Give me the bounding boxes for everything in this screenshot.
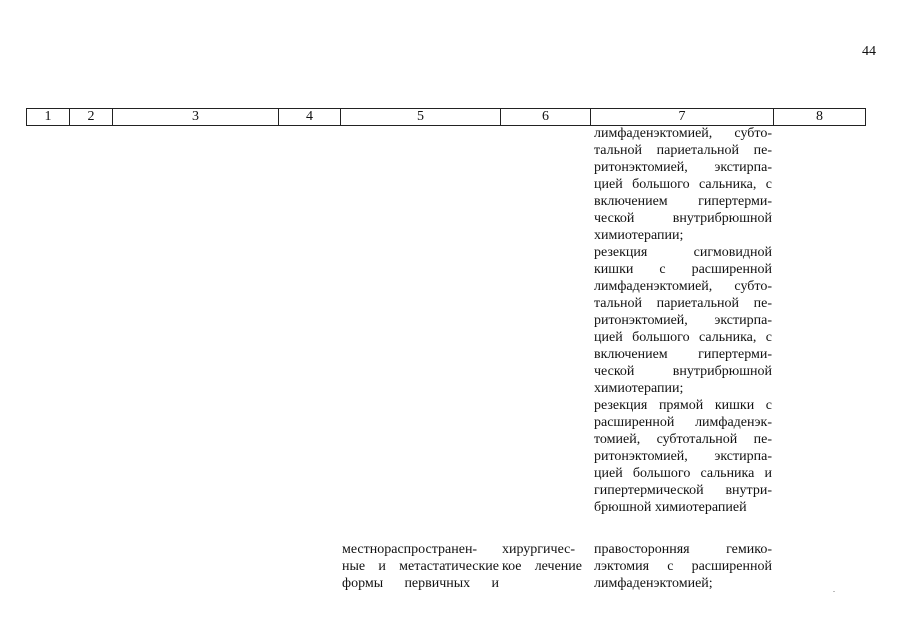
- text-line: цией большого сальника, с: [594, 330, 772, 345]
- text-line: расширенной лимфаденэк-: [594, 415, 772, 430]
- text-line: томией, субтотальной пе-: [594, 432, 772, 447]
- header-cell-7: 7: [591, 109, 774, 126]
- text-line: лимфаденэктомией, субто-: [594, 279, 772, 294]
- text-line: тальной париетальной пе-: [594, 143, 772, 158]
- text-line: ритонэктомией, экстирпа-: [594, 313, 772, 328]
- header-cell-4: 4: [279, 109, 341, 126]
- text-line: лимфаденэктомией;: [594, 576, 713, 591]
- col7-upper-text: [594, 125, 772, 516]
- header-cell-5: 5: [341, 109, 501, 126]
- text-line: ческой внутрибрюшной: [594, 364, 772, 379]
- text-line: лимфаденэктомией, субто-: [594, 126, 772, 141]
- text-line: химиотерапии;: [594, 228, 684, 243]
- column-number-header: [26, 108, 866, 126]
- text-line: брюшной химиотерапией: [594, 500, 747, 515]
- col6-text: [502, 541, 582, 575]
- header-cell-2: 2: [70, 109, 113, 126]
- text-line: цией большого сальника, с: [594, 177, 772, 192]
- text-line: местнораспространен-: [342, 542, 478, 557]
- text-line: ритонэктомией, экстирпа-: [594, 449, 772, 464]
- text-line: формы первичных и: [342, 576, 499, 591]
- scan-dot: [833, 591, 835, 592]
- header-cell-1: 1: [27, 109, 70, 126]
- header-cell-6: 6: [501, 109, 591, 126]
- col5-text: [342, 541, 499, 592]
- text-line: лэктомия с расширенной: [594, 559, 772, 574]
- text-line: включением гипертерми-: [594, 347, 772, 362]
- text-line: включением гипертерми-: [594, 194, 772, 209]
- text-line: кишки с расширенной: [594, 262, 772, 277]
- text-line: тальной париетальной пе-: [594, 296, 772, 311]
- text-line: ческой внутрибрюшной: [594, 211, 772, 226]
- text-line: химиотерапии;: [594, 381, 684, 396]
- header-cell-8: 8: [774, 109, 866, 126]
- text-line: ритонэктомией, экстирпа-: [594, 160, 772, 175]
- text-line: ные и метастатические: [342, 559, 499, 574]
- text-line: гипертермической внутри-: [594, 483, 772, 498]
- text-line: цией большого сальника и: [594, 466, 772, 481]
- header-cell-3: 3: [113, 109, 279, 126]
- text-line: правосторонняя гемико-: [594, 542, 772, 557]
- header-row: [27, 109, 866, 126]
- text-line: резекция сигмовидной: [594, 245, 772, 260]
- text-line: хирургичес-: [502, 542, 576, 557]
- text-line: кое лечение: [502, 559, 582, 574]
- page-number: 44: [862, 44, 876, 59]
- text-line: резекция прямой кишки с: [594, 398, 772, 413]
- col7-lower-text: [594, 541, 772, 592]
